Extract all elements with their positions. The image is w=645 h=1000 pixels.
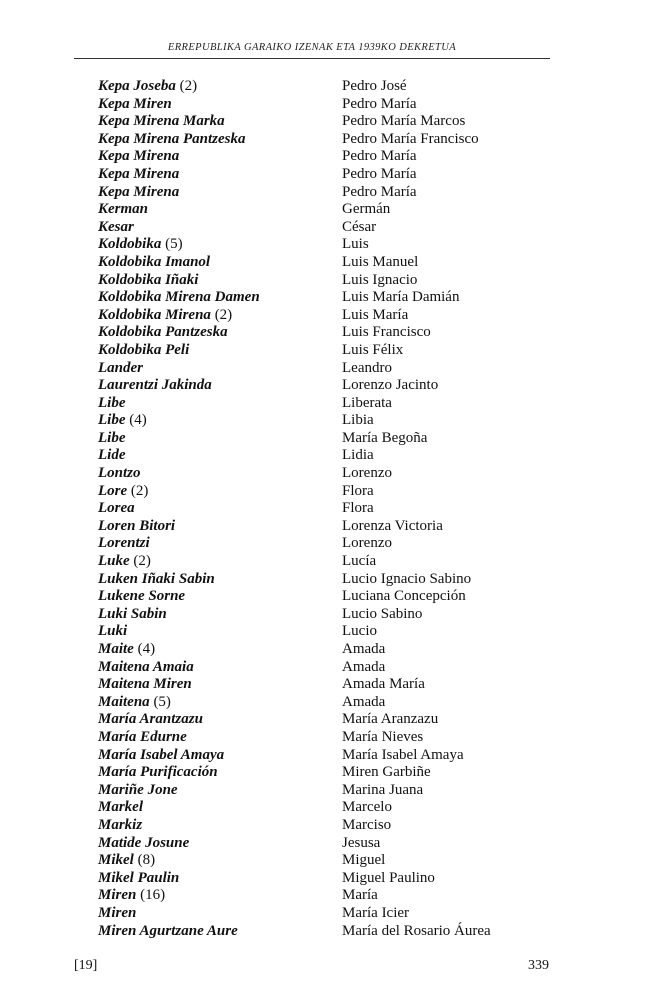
basque-name: Lontzo xyxy=(98,465,141,482)
occurrence-count: (2) xyxy=(129,553,151,570)
list-item xyxy=(98,272,518,290)
list-item xyxy=(98,887,518,905)
basque-name: Koldobika Pantzeska xyxy=(98,324,228,341)
basque-name: Markiz xyxy=(98,816,143,833)
spanish-name: Flora xyxy=(342,482,374,499)
basque-name-cell xyxy=(98,641,342,659)
list-item xyxy=(98,747,518,765)
basque-name-cell xyxy=(98,131,342,149)
header-rule xyxy=(74,58,550,59)
basque-name: Koldobika Mirena Damen xyxy=(98,289,260,306)
list-item xyxy=(98,324,518,342)
running-header: ERREPUBLIKA GARAIKO IZENAK ETA 1939KO DEKRETUA xyxy=(167,42,457,53)
spanish-name: Lorenzo Jacinto xyxy=(342,377,439,394)
basque-name-cell xyxy=(98,307,342,325)
basque-name: Koldobika xyxy=(98,236,162,253)
spanish-name: Libia xyxy=(342,412,374,429)
spanish-name: María Icier xyxy=(342,904,410,921)
basque-name: Mikel Paulin xyxy=(98,869,180,886)
chapter-marker: [19] xyxy=(74,958,98,973)
basque-name-cell xyxy=(98,659,342,677)
spanish-name: María del Rosario Áurea xyxy=(342,922,491,939)
list-item xyxy=(98,518,518,536)
basque-name: Koldobika Iñaki xyxy=(98,271,199,288)
basque-name: Matide Josune xyxy=(98,834,190,851)
list-item xyxy=(98,799,518,817)
basque-name-cell xyxy=(98,729,342,747)
basque-name: Kepa Miren xyxy=(98,95,172,112)
basque-name-cell xyxy=(98,764,342,782)
spanish-name: Lucio xyxy=(342,623,377,640)
basque-name: Maitena Amaia xyxy=(98,658,194,675)
spanish-name: María Nieves xyxy=(342,728,424,745)
spanish-name: Pedro José xyxy=(342,78,407,94)
basque-name: Luki Sabin xyxy=(98,605,167,622)
basque-name-cell xyxy=(98,96,342,114)
basque-name-cell xyxy=(98,342,342,360)
spanish-name: Miren Garbiñe xyxy=(342,764,431,781)
basque-name: Maitena Miren xyxy=(98,676,192,693)
basque-name: Miren xyxy=(98,904,137,921)
basque-name-cell xyxy=(98,747,342,765)
basque-name: Lukene Sorne xyxy=(98,588,186,605)
spanish-name: Amada xyxy=(342,658,386,675)
basque-name: María Isabel Amaya xyxy=(98,746,225,763)
basque-name-cell xyxy=(98,518,342,536)
basque-name-cell xyxy=(98,676,342,694)
basque-name-cell xyxy=(98,606,342,624)
spanish-name: Luis María Damián xyxy=(342,289,460,306)
basque-name: Libe xyxy=(98,394,126,411)
occurrence-count: (4) xyxy=(133,641,156,657)
basque-name-cell xyxy=(98,923,342,941)
basque-name: Koldobika Mirena xyxy=(98,306,211,323)
basque-name-cell xyxy=(98,905,342,923)
spanish-name: María xyxy=(342,887,378,904)
spanish-name: Lidia xyxy=(342,447,374,464)
basque-name-cell xyxy=(98,835,342,853)
basque-name: Maitena xyxy=(98,693,150,710)
basque-name: Kepa Mirena xyxy=(98,165,180,182)
list-item xyxy=(98,219,518,237)
basque-name: María Purificación xyxy=(98,764,218,781)
basque-name-cell xyxy=(98,535,342,553)
spanish-name: Miguel xyxy=(342,852,386,869)
basque-name: Koldobika Peli xyxy=(98,341,190,358)
occurrence-count: (5) xyxy=(149,693,171,710)
basque-name: María Arantzazu xyxy=(98,711,203,728)
occurrence-count: (4) xyxy=(125,412,147,429)
list-item xyxy=(98,764,518,782)
basque-name: Koldobika Imanol xyxy=(98,253,211,270)
basque-name-cell xyxy=(98,553,342,571)
basque-name: Kesar xyxy=(98,218,134,235)
spanish-name: Marina Juana xyxy=(342,781,424,798)
list-item xyxy=(98,553,518,571)
basque-name-cell xyxy=(98,465,342,483)
basque-name-cell xyxy=(98,817,342,835)
list-item xyxy=(98,131,518,149)
list-item xyxy=(98,377,518,395)
basque-name: Lore xyxy=(98,482,128,499)
basque-name-cell xyxy=(98,852,342,870)
list-item xyxy=(98,606,518,624)
list-item xyxy=(98,905,518,923)
basque-name-cell xyxy=(98,289,342,307)
list-item xyxy=(98,148,518,166)
list-item xyxy=(98,694,518,712)
list-item xyxy=(98,817,518,835)
basque-name-cell xyxy=(98,870,342,888)
spanish-name: Lorenza Victoria xyxy=(342,517,443,534)
basque-name: Laurentzi Jakinda xyxy=(98,377,212,394)
basque-name-cell xyxy=(98,360,342,378)
basque-name-cell xyxy=(98,166,342,184)
basque-name-cell xyxy=(98,500,342,518)
basque-name-cell xyxy=(98,623,342,641)
list-item xyxy=(98,395,518,413)
spanish-name: Luis Ignacio xyxy=(342,271,418,288)
list-item xyxy=(98,852,518,870)
spanish-name: Amada xyxy=(342,641,386,657)
basque-name: María Edurne xyxy=(98,728,187,745)
list-item xyxy=(98,500,518,518)
spanish-name: Pedro María xyxy=(342,183,417,200)
occurrence-count: (2) xyxy=(210,306,233,323)
spanish-name: Liberata xyxy=(342,394,392,411)
list-item xyxy=(98,201,518,219)
list-item xyxy=(98,535,518,553)
basque-name-cell xyxy=(98,184,342,202)
list-item xyxy=(98,254,518,272)
list-item xyxy=(98,430,518,448)
basque-name-cell xyxy=(98,483,342,501)
basque-name-cell xyxy=(98,272,342,290)
spanish-name: Pedro María Francisco xyxy=(342,130,479,147)
list-item xyxy=(98,184,518,202)
list-item xyxy=(98,483,518,501)
spanish-name: Lorenzo xyxy=(342,535,392,552)
basque-name: Libe xyxy=(98,412,126,429)
spanish-name: María Isabel Amaya xyxy=(342,746,464,763)
list-item xyxy=(98,623,518,641)
list-item xyxy=(98,236,518,254)
spanish-name: Amada María xyxy=(342,676,425,693)
spanish-name: Lucio Ignacio Sabino xyxy=(342,570,472,587)
list-item xyxy=(98,289,518,307)
list-item xyxy=(98,113,518,131)
basque-name: Lander xyxy=(98,359,143,376)
spanish-name: Pedro María xyxy=(342,148,417,165)
basque-name: Libe xyxy=(98,429,126,446)
basque-name: Mariñe Jone xyxy=(98,781,178,798)
basque-name-cell xyxy=(98,148,342,166)
basque-name-cell xyxy=(98,447,342,465)
basque-name: Markel xyxy=(98,799,143,816)
basque-name-cell xyxy=(98,694,342,712)
basque-name-cell xyxy=(98,254,342,272)
list-item xyxy=(98,78,518,96)
list-item xyxy=(98,659,518,677)
list-item xyxy=(98,96,518,114)
occurrence-count: (2) xyxy=(127,482,149,499)
spanish-name: Pedro María xyxy=(342,165,417,182)
spanish-name: César xyxy=(342,218,377,235)
list-item xyxy=(98,923,518,941)
spanish-name: Luis xyxy=(342,236,369,253)
list-item xyxy=(98,641,518,659)
spanish-name: Luciana Concepción xyxy=(342,588,466,605)
basque-name-cell xyxy=(98,201,342,219)
basque-name: Kepa Joseba xyxy=(98,78,176,94)
basque-name: Luki xyxy=(98,623,128,640)
basque-name-cell xyxy=(98,782,342,800)
spanish-name: Marcelo xyxy=(342,799,392,816)
basque-name-cell xyxy=(98,324,342,342)
basque-name-cell xyxy=(98,113,342,131)
basque-name-cell xyxy=(98,588,342,606)
spanish-name: Luis María xyxy=(342,306,409,323)
list-item xyxy=(98,676,518,694)
list-item xyxy=(98,360,518,378)
spanish-name: Luis Manuel xyxy=(342,253,419,270)
occurrence-count: (16) xyxy=(136,887,166,904)
name-list xyxy=(98,78,518,940)
basque-name: Luke xyxy=(98,553,130,570)
spanish-name: Germán xyxy=(342,201,391,218)
basque-name: Kepa Mirena Pantzeska xyxy=(98,130,246,147)
basque-name-cell xyxy=(98,571,342,589)
spanish-name: María Begoña xyxy=(342,429,428,446)
spanish-name: Pedro María Marcos xyxy=(342,113,466,130)
spanish-name: Lorenzo xyxy=(342,465,392,482)
list-item xyxy=(98,307,518,325)
basque-name: Loren Bitori xyxy=(98,517,176,534)
spanish-name: Leandro xyxy=(342,359,392,376)
basque-name-cell xyxy=(98,377,342,395)
spanish-name: Luis Francisco xyxy=(342,324,431,341)
basque-name: Miren xyxy=(98,887,137,904)
basque-name: Lorentzi xyxy=(98,535,150,552)
basque-name-cell xyxy=(98,430,342,448)
basque-name-cell xyxy=(98,412,342,430)
basque-name-cell xyxy=(98,799,342,817)
basque-name: Maite xyxy=(98,641,134,657)
list-item xyxy=(98,166,518,184)
basque-name: Kepa Mirena Marka xyxy=(98,113,225,130)
spanish-name: Luis Félix xyxy=(342,341,404,358)
spanish-name: Miguel Paulino xyxy=(342,869,435,886)
spanish-name: Lucio Sabino xyxy=(342,605,423,622)
list-item xyxy=(98,447,518,465)
basque-name-cell xyxy=(98,887,342,905)
basque-name-cell xyxy=(98,219,342,237)
page-number: 339 xyxy=(528,958,549,973)
list-item xyxy=(98,711,518,729)
basque-name: Luken Iñaki Sabin xyxy=(98,570,215,587)
occurrence-count: (8) xyxy=(133,852,156,869)
basque-name: Kepa Mirena xyxy=(98,148,180,165)
basque-name-cell xyxy=(98,395,342,413)
basque-name-cell xyxy=(98,711,342,729)
list-item xyxy=(98,835,518,853)
basque-name: Miren Agurtzane Aure xyxy=(98,922,238,939)
basque-name-cell xyxy=(98,78,342,96)
list-item xyxy=(98,870,518,888)
list-item xyxy=(98,465,518,483)
spanish-name: Marciso xyxy=(342,816,392,833)
list-item xyxy=(98,588,518,606)
spanish-name: Jesusa xyxy=(342,834,381,851)
list-item xyxy=(98,782,518,800)
basque-name-cell xyxy=(98,236,342,254)
spanish-name: Amada xyxy=(342,693,386,710)
basque-name: Lide xyxy=(98,447,126,464)
basque-name: Lorea xyxy=(98,500,135,517)
list-item xyxy=(98,729,518,747)
occurrence-count: (2) xyxy=(175,78,198,94)
occurrence-count: (5) xyxy=(161,236,183,253)
list-item xyxy=(98,412,518,430)
spanish-name: Flora xyxy=(342,500,374,517)
spanish-name: Lucía xyxy=(342,553,377,570)
basque-name: Mikel xyxy=(98,852,134,869)
list-item xyxy=(98,571,518,589)
spanish-name: María Aranzazu xyxy=(342,711,439,728)
basque-name: Kerman xyxy=(98,201,149,218)
list-item xyxy=(98,342,518,360)
spanish-name: Pedro María xyxy=(342,95,417,112)
basque-name: Kepa Mirena xyxy=(98,183,180,200)
